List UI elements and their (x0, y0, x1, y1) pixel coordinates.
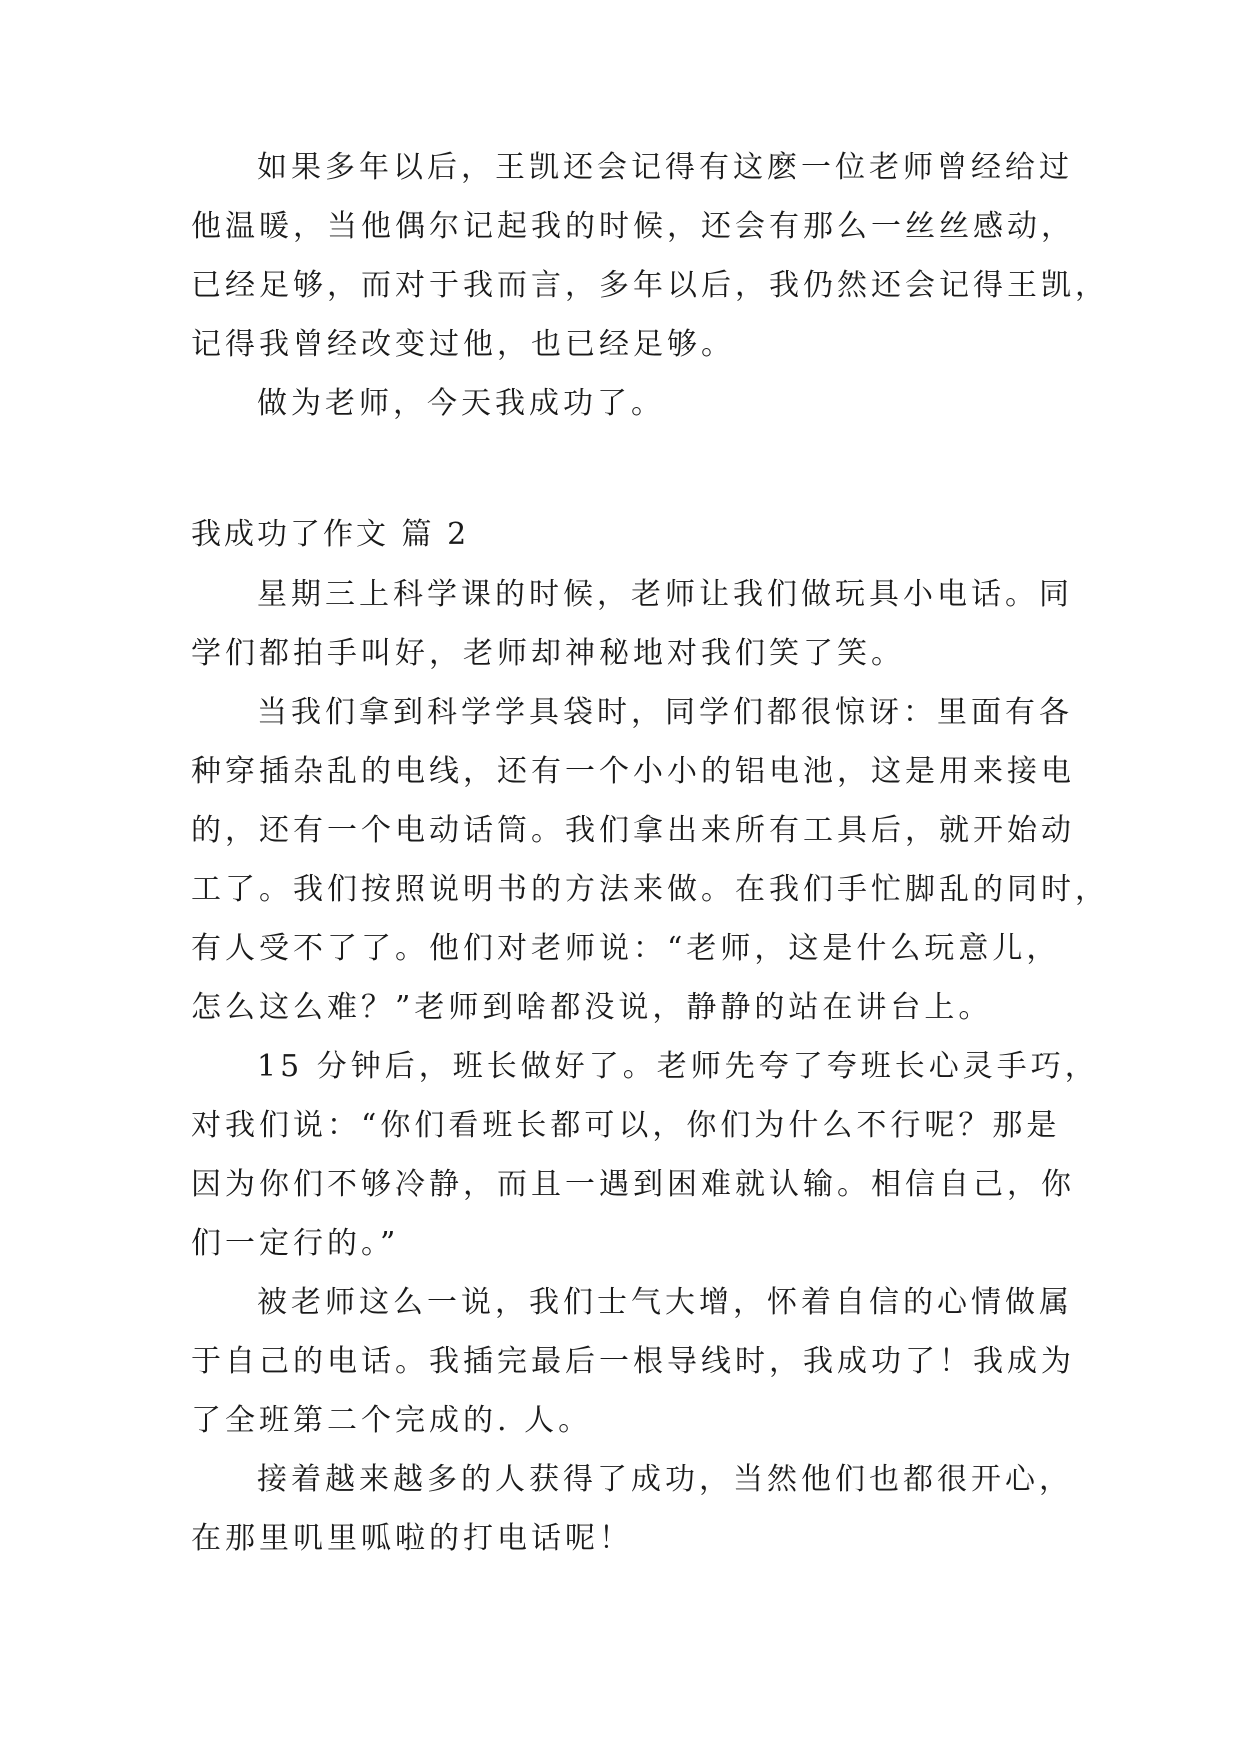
paragraph-line: 们一定行的。” (191, 1226, 400, 1261)
paragraph-line: 已经足够，而对于我而言，多年以后，我仍然还会记得王凯， (191, 268, 1109, 303)
paragraph-line: 种穿插杂乱的电线，还有一个小小的铝电池，这是用来接电 (191, 754, 1075, 789)
paragraph-line: 了全班第二个完成的. 人。 (191, 1403, 593, 1438)
paragraph-line: 于自己的电话。我插完最后一根导线时，我成功了！我成为 (191, 1344, 1075, 1379)
paragraph-line: 星期三上科学课的时候，老师让我们做玩具小电话。同 (257, 577, 1073, 612)
paragraph-line: 做为老师，今天我成功了。 (257, 386, 665, 421)
section-heading: 我成功了作文 篇 2 (191, 517, 470, 552)
paragraph-line: 15 分钟后，班长做好了。老师先夸了夸班长心灵手巧， (257, 1049, 1099, 1084)
paragraph-line: 接着越来越多的人获得了成功，当然他们也都很开心， (257, 1462, 1073, 1497)
paragraph-line: 怎么这么难？”老师到啥都没说，静静的站在讲台上。 (191, 990, 993, 1025)
paragraph-line: 的，还有一个电动话筒。我们拿出来所有工具后，就开始动 (191, 813, 1075, 848)
paragraph-line: 他温暖，当他偶尔记起我的时候，还会有那么一丝丝感动， (191, 209, 1075, 244)
paragraph-line: 当我们拿到科学学具袋时，同学们都很惊讶：里面有各 (257, 695, 1073, 730)
paragraph-line: 对我们说：“你们看班长都可以，你们为什么不行呢？那是 (191, 1108, 1061, 1143)
paragraph-line: 记得我曾经改变过他，也已经足够。 (191, 327, 735, 362)
paragraph-line: 如果多年以后，王凯还会记得有这麽一位老师曾经给过 (257, 150, 1073, 185)
paragraph-line: 工了。我们按照说明书的方法来做。在我们手忙脚乱的同时， (191, 872, 1109, 907)
paragraph-line: 在那里叽里呱啦的打电话呢！ (191, 1521, 633, 1556)
paragraph-line: 因为你们不够冷静，而且一遇到困难就认输。相信自己，你 (191, 1167, 1075, 1202)
paragraph-line: 有人受不了了。他们对老师说：“老师，这是什么玩意儿， (191, 931, 1061, 966)
paragraph-line: 学们都拍手叫好，老师却神秘地对我们笑了笑。 (191, 636, 905, 671)
paragraph-line: 被老师这么一说，我们士气大增，怀着自信的心情做属 (257, 1285, 1073, 1320)
